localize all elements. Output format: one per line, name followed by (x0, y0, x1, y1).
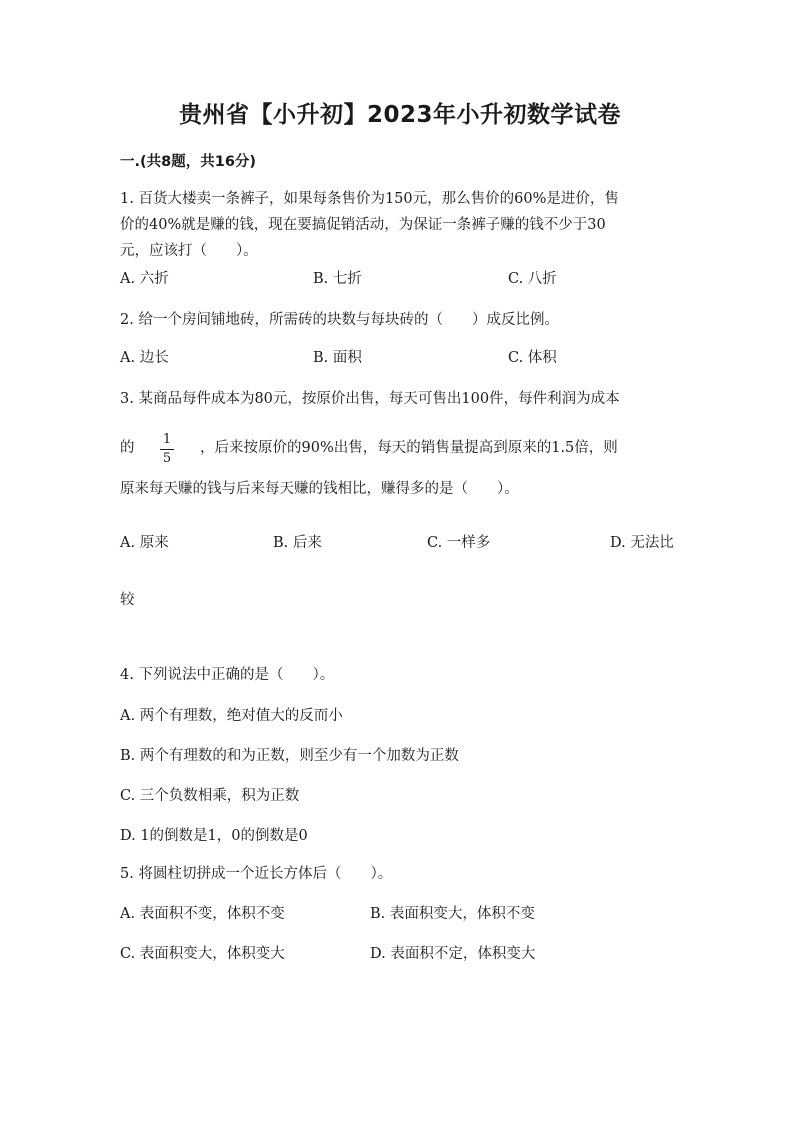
question-5-text: 5. 将圆柱切拼成一个近长方体后（ ）。 (120, 866, 393, 882)
fraction-one-fifth (160, 433, 174, 466)
question-1-option-b: B. 七折 (313, 271, 362, 287)
question-1-option-c: C. 八折 (508, 271, 557, 287)
question-4-option-b: B. 两个有理数的和为正数，则至少有一个加数为正数 (120, 748, 459, 764)
question-5-option-a: A. 表面积不变，体积不变 (120, 906, 285, 922)
question-3-option-b: B. 后来 (273, 535, 322, 551)
question-2-option-a: A. 边长 (120, 350, 169, 366)
question-3-option-c: C. 一样多 (427, 535, 491, 551)
question-2-text: 2. 给一个房间铺地砖，所需砖的块数与每块砖的（ ）成反比例。 (120, 312, 559, 328)
question-4-option-c: C. 三个负数相乘，积为正数 (120, 788, 300, 804)
question-3-option-a: A. 原来 (120, 535, 169, 551)
question-1-line-3: 元，应该打（ ）。 (120, 243, 258, 259)
question-3-option-d-wrap: 较 (120, 592, 135, 608)
question-1-line-2: 价的40%就是赚的钱，现在要搞促销活动，为保证一条裤子赚的钱不少于30 (120, 217, 606, 233)
question-3-line-2-prefix: 的 (120, 440, 135, 456)
fraction-denominator: 5 (162, 451, 172, 466)
question-5-option-c: C. 表面积变大，体积变大 (120, 946, 285, 962)
question-4-option-a: A. 两个有理数，绝对值大的反而小 (120, 708, 343, 724)
question-3-line-3: 原来每天赚的钱与后来每天赚的钱相比，赚得多的是（ ）。 (120, 481, 519, 497)
question-2-option-c: C. 体积 (508, 350, 557, 366)
fraction-numerator: 1 (162, 432, 172, 447)
question-2 (120, 307, 682, 333)
question-3-line-2-suffix: ，后来按原价的90%出售，每天的销售量提高到原来的1.5倍，则 (200, 440, 618, 456)
section-heading: 一.(共8题，共16分) (120, 154, 257, 170)
question-3-option-d: D. 无法比 (610, 535, 674, 551)
question-1-line-1: 1. 百货大楼卖一条裤子，如果每条售价为150元，那么售价的60%是进价，售 (120, 191, 619, 207)
question-5-option-d: D. 表面积不定，体积变大 (370, 946, 536, 962)
question-5-option-b: B. 表面积变大，体积不变 (370, 906, 535, 922)
question-1 (120, 186, 682, 264)
question-3-line-1: 3. 某商品每件成本为80元，按原价出售，每天可售出100件，每件利润为成本 (120, 391, 620, 407)
question-4-text: 4. 下列说法中正确的是（ ）。 (120, 667, 335, 683)
page-title: 贵州省【小升初】2023年小升初数学试卷 (178, 102, 621, 128)
question-2-option-b: B. 面积 (313, 350, 362, 366)
question-1-option-a: A. 六折 (120, 271, 169, 287)
question-4-option-d: D. 1的倒数是1，0的倒数是0 (120, 828, 308, 844)
fraction-bar (160, 449, 174, 450)
